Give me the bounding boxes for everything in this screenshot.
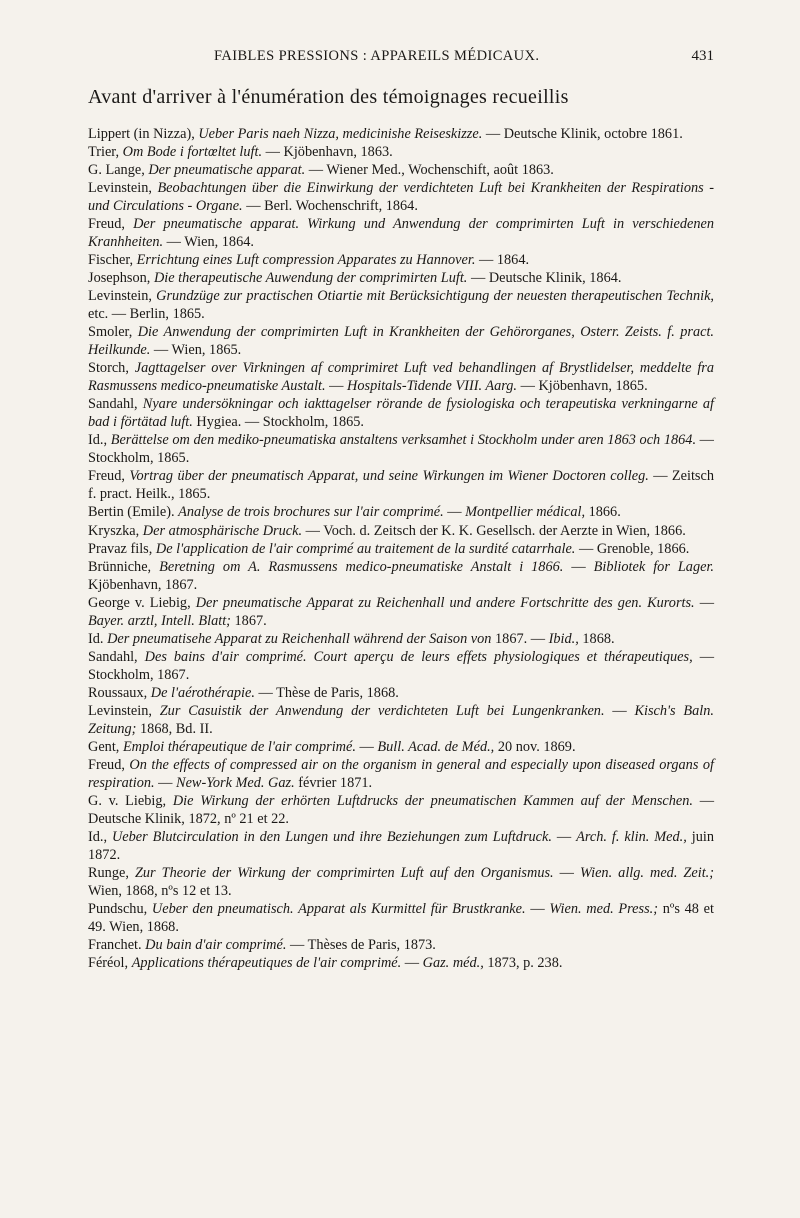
reference-citation-details: — 1864. xyxy=(475,252,530,269)
reference-author: Id., xyxy=(88,432,111,449)
reference-list xyxy=(88,126,714,973)
reference-citation-details: — Stockholm, 1865. xyxy=(88,432,714,467)
reference-entry xyxy=(88,703,714,739)
reference-title: Applications thérapeutiques de l'air comprimé. xyxy=(131,955,402,972)
reference-entry xyxy=(88,360,714,396)
reference-citation-details: — xyxy=(694,594,715,611)
reference-author: George v. Liebig, xyxy=(88,594,196,611)
reference-citation-details: — Deutsche Klinik, octobre 1861. xyxy=(482,126,683,142)
reference-title: Ueber den pneumatisch. Apparat als Kurmittel für Brustkranke. xyxy=(151,901,526,918)
reference-citation-details: — xyxy=(443,504,466,521)
reference-journal: New-York Med. Gaz. xyxy=(176,774,295,791)
reference-citation-tail: Kjöbenhavn, 1867. xyxy=(88,576,198,593)
reference-entry xyxy=(88,288,714,324)
reference-title: Der pneumatisehe Apparat zu Reichenhall während der Saison von xyxy=(107,630,492,647)
reference-author: Freud, xyxy=(88,216,134,233)
reference-entry xyxy=(88,216,714,252)
reference-entry xyxy=(88,829,714,865)
reference-journal: Montpellier médical, xyxy=(465,504,586,521)
reference-entry xyxy=(88,649,714,685)
reference-journal: Hospitals-Tidende VIII. Aarg. xyxy=(347,378,518,395)
reference-entry xyxy=(88,901,714,937)
reference-citation-details: — xyxy=(401,955,423,972)
reference-entry xyxy=(88,468,714,504)
reference-entry xyxy=(88,270,714,288)
reference-title: Zur Casuistik der Anwendung der verdichteten Luft bei Lungenkranken. xyxy=(159,702,605,719)
reference-title: Beobachtungen über die Einwirkung der verdichteten Luft bei Krankheiten der Respirations - und Circulations - Organe. xyxy=(88,180,714,215)
reference-author: G. v. Liebig, xyxy=(88,793,173,810)
reference-title: Vortrag über der pneumatisch Apparat, und seine Wirkungen im Wiener Doctoren colleg. xyxy=(129,468,649,485)
reference-citation-details: — xyxy=(355,738,378,755)
reference-citation-tail: février 1871. xyxy=(294,774,373,791)
reference-citation-details: — xyxy=(154,774,177,791)
reference-citation-details: — xyxy=(551,829,577,846)
running-title: FAIBLES PRESSIONS : APPAREILS MÉDICAUX. xyxy=(214,48,540,64)
page-number: 431 xyxy=(691,48,714,64)
reference-citation-details: — Deutsche Klinik, 1872, nº 21 et 22. xyxy=(88,793,715,827)
reference-author: Pravaz fils, xyxy=(88,540,156,557)
reference-title: Nyare undersökningar och iakttagelser rörande de fysiologiska och terapeutiska verkningarne af bad i förtätad luft. xyxy=(88,396,714,431)
running-head xyxy=(88,48,714,70)
reference-entry xyxy=(88,126,714,144)
reference-entry xyxy=(88,865,714,901)
reference-author: Féréol, xyxy=(88,955,132,972)
reference-citation-details: — Zeitsch f. pract. Heilk., 1865. xyxy=(88,468,714,503)
reference-author: Id. xyxy=(88,630,108,647)
reference-entry xyxy=(88,523,714,541)
reference-entry xyxy=(88,937,714,955)
reference-author: Sandahl, xyxy=(88,396,143,413)
reference-citation-details: — xyxy=(553,865,580,882)
reference-author: Bertin (Emile). xyxy=(88,504,179,521)
reference-entry xyxy=(88,739,714,757)
reference-title: Die Wirkung der erhörten Luftdrucks der pneumatischen Kammen auf der Menschen. xyxy=(172,793,693,810)
reference-author: G. Lange, xyxy=(88,162,149,179)
reference-journal: Gaz. méd., xyxy=(422,955,484,972)
reference-author: Brünniche, xyxy=(88,558,160,575)
reference-journal: Wien. med. Press.; xyxy=(549,901,658,918)
reference-title: De l'aérothérapie. xyxy=(150,684,255,701)
reference-author: Sandahl, xyxy=(88,648,145,665)
reference-entry xyxy=(88,324,714,360)
reference-author: Smoler, xyxy=(88,324,138,341)
reference-citation-details: — Berl. Wochenschrift, 1864. xyxy=(242,198,418,215)
reference-entry xyxy=(88,396,714,432)
reference-title: Ueber Paris naeh Nizza, medicinishe Reiseskizze. xyxy=(198,126,483,142)
reference-entry xyxy=(88,541,714,559)
reference-citation-details: — Grenoble, 1866. xyxy=(575,540,690,557)
reference-journal: Bibliotek for Lager. xyxy=(593,558,715,575)
reference-title: Beretning om A. Rasmussens medico-pneumatiske Anstalt i 1866. xyxy=(159,558,564,575)
reference-citation-details: — xyxy=(325,378,348,395)
reference-citation-details: 1867. — xyxy=(491,630,549,647)
reference-citation-tail: 20 nov. 1869. xyxy=(494,738,576,755)
reference-citation-details: — Deutsche Klinik, 1864. xyxy=(467,270,622,287)
reference-author: Franchet. xyxy=(88,937,146,954)
reference-citation-details: — Wiener Med., Wochenschift, août 1863. xyxy=(305,162,554,179)
reference-entry xyxy=(88,595,714,631)
reference-citation-details: — Voch. d. Zeitsch der K. K. Gesellsch. der Aerzte in Wien, 1866. xyxy=(302,522,686,539)
reference-entry xyxy=(88,162,714,180)
reference-citation-details: — Thèses de Paris, 1873. xyxy=(286,937,436,954)
reference-journal: Wien. allg. med. Zeit.; xyxy=(579,865,715,882)
reference-author: Levinstein, xyxy=(88,702,160,719)
reference-title: Berättelse om den mediko-pneumatiska anstaltens verksamhet i Stockholm under aren 1863 och 1864. xyxy=(110,432,697,449)
reference-citation-tail: 1866. xyxy=(585,504,621,521)
reference-title: Der atmosphärische Druck. xyxy=(142,522,303,539)
reference-journal: Arch. f. klin. Med., xyxy=(576,829,687,846)
reference-entry xyxy=(88,631,714,649)
reference-author: Gent, xyxy=(88,738,123,755)
reference-title: Errichtung eines Luft compression Apparates zu Hannover. xyxy=(136,252,476,269)
reference-citation-details: — Thèse de Paris, 1868. xyxy=(254,684,399,701)
reference-entry xyxy=(88,559,714,595)
reference-citation-tail: 1867. xyxy=(230,612,267,629)
reference-author: Runge, xyxy=(88,865,135,882)
reference-citation-tail: juin 1872. xyxy=(88,829,714,863)
reference-author: Freud, xyxy=(88,757,130,774)
section-heading: Avant d'arriver à l'énumération des témoignages recueillis xyxy=(88,86,569,108)
reference-author: Lippert (in Nizza), xyxy=(88,126,199,142)
reference-entry xyxy=(88,432,714,468)
reference-citation-tail: Wien, 1868, nºs 12 et 13. xyxy=(88,882,232,899)
reference-author: Trier, xyxy=(88,144,123,161)
reference-entry xyxy=(88,504,714,522)
reference-title: Der pneumatische apparat. Wirkung und Anwendung der comprimirten Luft in verschiedenen Kranhheiten. xyxy=(88,216,714,251)
reference-author: Id., xyxy=(88,829,112,846)
reference-author: Josephson, xyxy=(88,270,154,287)
reference-title: De l'application de l'air comprimé au traitement de la surdité catarrhale. xyxy=(155,540,576,557)
reference-title: Ueber Blutcirculation in den Lungen und ihre Beziehungen zum Luftdruck. xyxy=(111,829,552,846)
reference-citation-details: — xyxy=(563,558,594,575)
reference-title: Die Anwendung der comprimirten Luft in Krankheiten der Gehörorganes, Osterr. Zeists. f. pract. Heilkunde. xyxy=(88,324,714,359)
reference-author: Kryszka, xyxy=(88,522,143,539)
reference-citation-details: Hygiea. — Stockholm, 1865. xyxy=(192,414,365,431)
reference-author: Roussaux, xyxy=(88,684,151,701)
reference-title: Zur Theorie der Wirkung der comprimirten Luft auf den Organismus. xyxy=(134,865,554,882)
reference-entry xyxy=(88,685,714,703)
reference-entry xyxy=(88,955,714,973)
reference-entry xyxy=(88,793,714,829)
reference-title: On the effects of compressed air on the organism in general and especially upon diseased organs of respiration. xyxy=(88,757,714,791)
reference-citation-details: — Stockholm, 1867. xyxy=(88,648,714,683)
reference-title: Analyse de trois brochures sur l'air comprimé. xyxy=(178,504,444,521)
reference-title: Grundzüge zur practischen Otiartie mit Berücksichtigung der neuesten therapeutischen Technik, xyxy=(156,288,714,305)
reference-citation-tail: — Kjöbenhavn, 1865. xyxy=(517,378,648,395)
reference-entry xyxy=(88,180,714,216)
reference-citation-tail: 1868. xyxy=(578,630,615,647)
reference-citation-details: — Wien, 1864. xyxy=(163,234,254,251)
reference-citation-tail: 1873, p. 238. xyxy=(483,955,563,972)
reference-citation-details: etc. — Berlin, 1865. xyxy=(88,306,205,323)
reference-journal: Ibid., xyxy=(548,630,579,647)
reference-entry xyxy=(88,252,714,270)
reference-citation-details: — Kjöbenhavn, 1863. xyxy=(262,144,393,161)
reference-citation-details: — xyxy=(525,901,550,918)
reference-author: Pundschu, xyxy=(88,901,152,918)
reference-title: Du bain d'air comprimé. xyxy=(145,937,287,954)
reference-entry xyxy=(88,757,714,793)
reference-title: Des bains d'air comprimé. Court aperçu de leurs effets physiologiques et thérapeutiques, xyxy=(144,648,693,665)
reference-title: Der pneumatische Apparat zu Reichenhall und andere Fortschritte des gen. Kurorts. xyxy=(195,594,695,611)
reference-author: Fischer, xyxy=(88,252,137,269)
reference-title: Emploi thérapeutique de l'air comprimé. xyxy=(122,738,356,755)
reference-citation-details: — Wien, 1865. xyxy=(150,342,242,359)
reference-title: Om Bode i fortœltet luft. xyxy=(122,144,263,161)
reference-title: Jagttagelser over Virkningen af comprimiret Luft ved behandlingen af Brystlidelser, meddelte fra Rasmussens medico-pneumatiske Austalt. xyxy=(88,360,714,395)
reference-author: Freud, xyxy=(88,468,130,485)
reference-journal: Bayer. arztl, Intell. Blatt; xyxy=(88,612,231,629)
reference-author: Levinstein, xyxy=(88,180,158,197)
reference-citation-details: — xyxy=(604,702,635,719)
reference-author: Levinstein, xyxy=(88,288,157,305)
reference-title: Der pneumatische apparat. xyxy=(148,162,306,179)
reference-entry xyxy=(88,144,714,162)
reference-citation-tail: 1868, Bd. II. xyxy=(136,720,213,737)
reference-title: Die therapeutische Auwendung der comprimirten Luft. xyxy=(153,270,468,287)
reference-citation-tail: nºs 48 et 49. Wien, 1868. xyxy=(88,901,714,935)
reference-journal: Kisch's Baln. Zeitung; xyxy=(88,702,715,737)
reference-journal: Bull. Acad. de Méd., xyxy=(377,738,495,755)
reference-author: Storch, xyxy=(88,360,135,377)
